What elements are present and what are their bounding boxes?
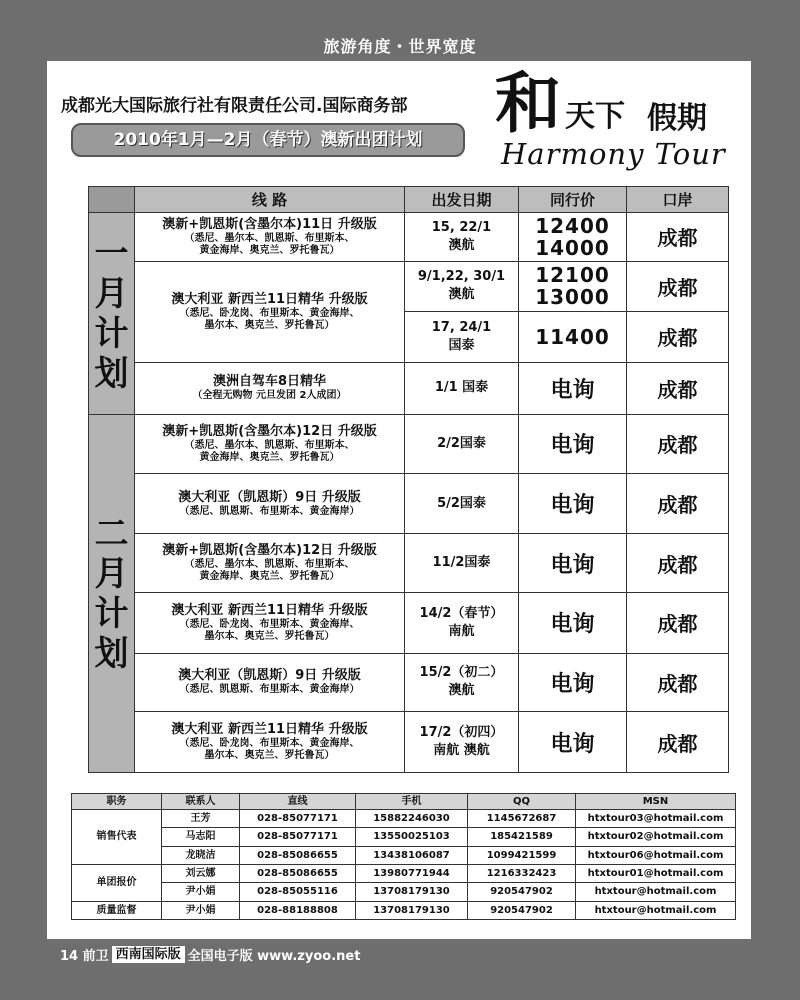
port-cell: 成都 <box>627 362 729 415</box>
contact-mobile: 13438106087 <box>356 846 468 864</box>
price-cell: 电询 <box>519 712 627 773</box>
port-cell: 成都 <box>627 213 729 262</box>
date-cell: 17/2（初四） 南航 澳航 <box>405 712 519 773</box>
route-title: 澳新+凯恩斯(含墨尔本)12日 升级版 <box>162 423 377 439</box>
date-cell: 14/2（春节） 南航 <box>405 593 519 654</box>
contact-mobile: 13980771944 <box>356 864 468 882</box>
route-desc: （悉尼、墨尔本、凯恩斯、布里斯本、 黄金海岸、奥克兰、罗托鲁瓦） <box>184 439 355 463</box>
route-title: 澳大利亚 新西兰11日精华 升级版 <box>171 722 368 738</box>
route-desc: （悉尼、凯恩斯、布里斯本、黄金海岸） <box>179 505 360 517</box>
date-cell: 11/2国泰 <box>405 534 519 593</box>
contact-qq: 1216332423 <box>468 864 576 882</box>
port-cell: 成都 <box>627 312 729 363</box>
contact-header: 手机 <box>356 794 468 810</box>
route-desc: （悉尼、卧龙岗、布里斯本、黄金海岸、 墨尔本、奥克兰、罗托鲁瓦） <box>179 618 360 642</box>
contact-header: MSN <box>576 794 736 810</box>
contact-mobile: 15882246030 <box>356 810 468 828</box>
table-row <box>89 213 729 262</box>
contact-msn: htxtour02@hotmail.com <box>576 828 736 846</box>
date-cell: 1/1 国泰 <box>405 362 519 415</box>
route-cell <box>135 213 405 262</box>
route-cell <box>135 473 405 534</box>
contact-tel: 028-85055116 <box>240 883 356 901</box>
route-title: 澳新+凯恩斯(含墨尔本)11日 升级版 <box>162 216 377 232</box>
port-cell: 成都 <box>627 261 729 312</box>
table-row <box>89 261 729 312</box>
route-title: 澳新+凯恩斯(含墨尔本)12日 升级版 <box>162 543 377 559</box>
contact-name: 马志阳 <box>162 828 240 846</box>
price-cell: 11400 <box>519 312 627 363</box>
footer-edition-box: 西南国际版 <box>112 946 185 963</box>
header-route: 线 路 <box>135 187 405 213</box>
date-cell: 9/1,22, 30/1 澳航 <box>405 261 519 312</box>
price-cell: 电询 <box>519 593 627 654</box>
price-cell: 12400 14000 <box>519 213 627 262</box>
date-cell: 2/2国泰 <box>405 415 519 474</box>
page-sheet <box>47 61 751 939</box>
route-desc: （悉尼、凯恩斯、布里斯本、黄金海岸） <box>179 684 360 696</box>
header-date: 出发日期 <box>405 187 519 213</box>
route-cell <box>135 653 405 712</box>
contact-qq: 185421589 <box>468 828 576 846</box>
header-price: 同行价 <box>519 187 627 213</box>
price-cell: 电询 <box>519 473 627 534</box>
contact-msn: htxtour@hotmail.com <box>576 901 736 919</box>
price-cell: 电询 <box>519 415 627 474</box>
page-footer <box>60 944 360 964</box>
contact-table <box>71 793 736 920</box>
contact-mobile: 13550025103 <box>356 828 468 846</box>
contact-mobile: 13708179130 <box>356 901 468 919</box>
top-slogan: 旅游角度・世界宽度 <box>323 37 477 56</box>
route-cell <box>135 415 405 474</box>
route-cell <box>135 712 405 773</box>
contact-header: 直线 <box>240 794 356 810</box>
contact-tel: 028-88188808 <box>240 901 356 919</box>
port-cell: 成都 <box>627 653 729 712</box>
route-cell <box>135 593 405 654</box>
contact-qq: 1099421599 <box>468 846 576 864</box>
contact-tel: 028-85086655 <box>240 864 356 882</box>
contact-name: 王芳 <box>162 810 240 828</box>
contact-row <box>72 901 736 919</box>
price-cell: 电询 <box>519 362 627 415</box>
route-title: 澳大利亚 新西兰11日精华 升级版 <box>171 291 368 307</box>
table-row <box>89 415 729 474</box>
month-label-january: 一 月 计 划 <box>89 213 135 415</box>
header-port: 口岸 <box>627 187 729 213</box>
month-label-february: 二 月 计 划 <box>89 415 135 773</box>
contact-row <box>72 828 736 846</box>
route-desc: （悉尼、卧龙岗、布里斯本、黄金海岸、 墨尔本、奥克兰、罗托鲁瓦） <box>179 307 360 331</box>
route-title: 澳大利亚（凯恩斯）9日 升级版 <box>178 489 361 505</box>
harmony-tour-logo <box>495 64 745 177</box>
contact-row <box>72 846 736 864</box>
port-cell: 成都 <box>627 593 729 654</box>
logo-he-char: 和 <box>495 64 561 142</box>
contact-header: 联系人 <box>162 794 240 810</box>
port-cell: 成都 <box>627 415 729 474</box>
contact-name: 刘云娜 <box>162 864 240 882</box>
route-title: 澳大利亚 新西兰11日精华 升级版 <box>171 602 368 618</box>
contact-msn: htxtour01@hotmail.com <box>576 864 736 882</box>
schedule-table <box>88 186 729 773</box>
contact-role: 质量监督 <box>72 901 162 919</box>
contact-role: 销售代表 <box>72 810 162 865</box>
company-name: 成都光大国际旅行社有限责任公司.国际商务部 <box>61 96 408 116</box>
price-cell: 电询 <box>519 534 627 593</box>
route-cell <box>135 261 405 362</box>
port-cell: 成都 <box>627 534 729 593</box>
contact-header: QQ <box>468 794 576 810</box>
table-row <box>89 593 729 654</box>
contact-name: 尹小娟 <box>162 883 240 901</box>
logo-jiaqi: 假期 <box>647 101 707 136</box>
port-cell: 成都 <box>627 712 729 773</box>
route-desc: （悉尼、墨尔本、凯恩斯、布里斯本、 黄金海岸、奥克兰、罗托鲁瓦） <box>184 559 355 583</box>
contact-row <box>72 883 736 901</box>
price-cell: 12100 13000 <box>519 261 627 312</box>
contact-row <box>72 810 736 828</box>
plan-banner: 2010年1月—2月（春节）澳新出团计划 <box>71 123 465 157</box>
route-title: 澳洲自驾车8日精华 <box>212 374 327 390</box>
route-cell <box>135 362 405 415</box>
table-row <box>89 362 729 415</box>
contact-qq: 920547902 <box>468 901 576 919</box>
contact-tel: 028-85077171 <box>240 828 356 846</box>
date-cell: 5/2国泰 <box>405 473 519 534</box>
contact-row <box>72 864 736 882</box>
contact-tel: 028-85077171 <box>240 810 356 828</box>
date-cell: 15/2（初二） 澳航 <box>405 653 519 712</box>
contact-msn: htxtour@hotmail.com <box>576 883 736 901</box>
contact-mobile: 13708179130 <box>356 883 468 901</box>
table-row <box>89 534 729 593</box>
contact-qq: 1145672687 <box>468 810 576 828</box>
contact-qq: 920547902 <box>468 883 576 901</box>
route-cell <box>135 534 405 593</box>
port-cell: 成都 <box>627 473 729 534</box>
table-row <box>89 653 729 712</box>
contact-tel: 028-85086655 <box>240 846 356 864</box>
contact-name: 龙晓洁 <box>162 846 240 864</box>
logo-english: Harmony Tour <box>501 137 726 171</box>
price-cell: 电询 <box>519 653 627 712</box>
contact-name: 尹小娟 <box>162 901 240 919</box>
contact-msn: htxtour03@hotmail.com <box>576 810 736 828</box>
table-row <box>89 473 729 534</box>
date-cell: 15, 22/1 澳航 <box>405 213 519 262</box>
route-desc: （悉尼、墨尔本、凯恩斯、布里斯本、 黄金海岸、奥克兰、罗托鲁瓦） <box>184 232 355 256</box>
header-blank <box>89 187 135 213</box>
route-title: 澳大利亚（凯恩斯）9日 升级版 <box>178 668 361 684</box>
footer-page-number: 14 前卫 <box>60 948 109 964</box>
date-cell: 17, 24/1 国泰 <box>405 312 519 363</box>
footer-website: 全国电子版 www.zyoo.net <box>187 948 361 964</box>
contact-header: 职务 <box>72 794 162 810</box>
table-row <box>89 712 729 773</box>
contact-msn: htxtour06@hotmail.com <box>576 846 736 864</box>
schedule-header-row <box>89 187 729 213</box>
logo-tianxia: 天下 <box>565 99 625 134</box>
contact-role: 单团报价 <box>72 864 162 901</box>
route-desc: （悉尼、卧龙岗、布里斯本、黄金海岸、 墨尔本、奥克兰、罗托鲁瓦） <box>179 738 360 762</box>
contact-header-row <box>72 794 736 810</box>
route-desc: （全程无购物 元旦发团 2人成团） <box>192 390 347 402</box>
